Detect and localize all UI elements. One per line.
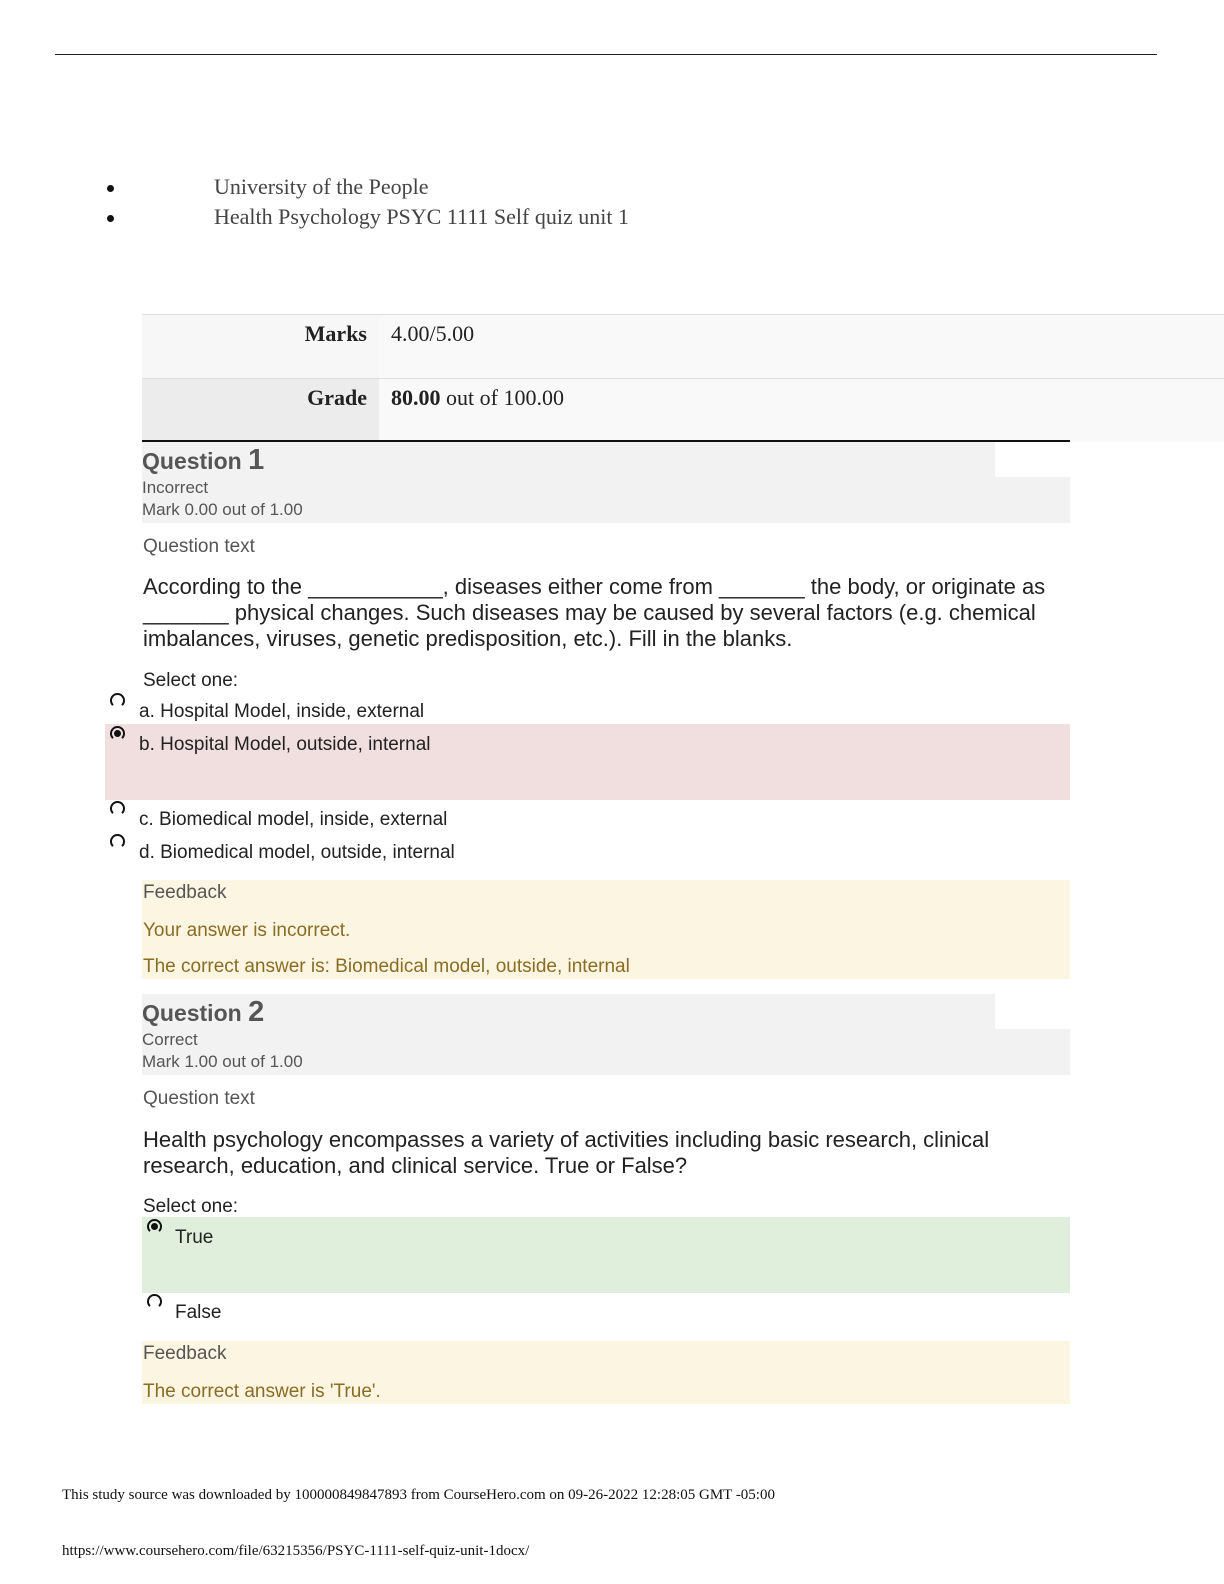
radio-icon[interactable] (110, 834, 125, 849)
question-text-label: Question text (143, 536, 255, 557)
feedback-result: Your answer is incorrect. (143, 920, 351, 941)
answer-option-true[interactable]: True (142, 1227, 1070, 1251)
source-url-link[interactable]: https://www.coursehero.com/file/63215356/PSYC-1111-self-quiz-unit-1docx/ (62, 1543, 530, 1559)
question-2-header (142, 994, 1070, 1075)
breadcrumb-item-university[interactable]: University of the People (100, 172, 629, 202)
answer-option-a[interactable]: a. Hospital Model, inside, external (105, 701, 1070, 725)
marks-value: 4.00/5.00 (379, 315, 1224, 378)
question-mark: Mark 1.00 out of 1.00 (142, 1052, 303, 1071)
marks-row (142, 314, 1224, 378)
question-1-text: According to the ___________, diseases either come from _______ the body, or originate as _______ physical changes. Such diseases may be caused by several factors (e.g. chemical imbalances, viruses, genetic predisposition, etc.). Fill in the blanks. (143, 574, 1046, 651)
question-title: Question 2 (142, 994, 995, 1029)
question-2-feedback (142, 1341, 1070, 1404)
download-notice: This study source was downloaded by 100000849847893 from CourseHero.com on 09-26-2022 12:28:05 GMT -05:00 (62, 1487, 775, 1503)
answer-option-c[interactable]: c. Biomedical model, inside, external (105, 809, 1070, 833)
grade-total: out of 100.00 (440, 385, 564, 410)
radio-icon[interactable] (110, 693, 125, 708)
feedback-correct-answer: The correct answer is: Biomedical model, outside, internal (143, 956, 630, 977)
answer-option-b[interactable]: b. Hospital Model, outside, internal (105, 734, 1070, 758)
quiz-summary-table (142, 314, 1224, 442)
question-text-label: Question text (143, 1088, 255, 1109)
feedback-correct-answer: The correct answer is 'True'. (143, 1381, 381, 1402)
radio-checked-icon[interactable] (147, 1219, 162, 1234)
question-state-box (142, 477, 1070, 523)
radio-icon[interactable] (147, 1294, 162, 1309)
top-rule (55, 54, 1157, 55)
question-state: Correct (142, 1030, 198, 1049)
bullet-icon (107, 215, 114, 222)
select-one-label: Select one: (143, 670, 239, 691)
grade-score: 80.00 (391, 385, 441, 410)
answer-option-false[interactable]: False (142, 1302, 1070, 1326)
grade-value (379, 379, 1224, 442)
grade-row (142, 378, 1224, 442)
question-title: Question 1 (142, 442, 995, 477)
select-one-label: Select one: (143, 1196, 239, 1217)
question-mark: Mark 0.00 out of 1.00 (142, 500, 303, 519)
breadcrumb-item-course[interactable]: Health Psychology PSYC 1111 Self quiz unit 1 (100, 202, 629, 232)
breadcrumb (100, 172, 629, 232)
question-state: Incorrect (142, 478, 209, 497)
question-1-header (142, 442, 1070, 523)
bullet-icon (107, 185, 114, 192)
question-2-text: Health psychology encompasses a variety of activities including basic research, clinical research, education, and clinical service. True or False? (143, 1127, 990, 1178)
question-number: 2 (248, 996, 265, 1028)
radio-checked-icon[interactable] (110, 726, 125, 741)
answer-option-d[interactable]: d. Biomedical model, outside, internal (105, 842, 1070, 866)
feedback-title: Feedback (143, 1343, 227, 1364)
question-number: 1 (248, 444, 265, 476)
question-1-feedback (142, 880, 1070, 979)
marks-label: Marks (142, 315, 379, 378)
grade-label: Grade (142, 379, 379, 442)
radio-icon[interactable] (110, 801, 125, 816)
feedback-title: Feedback (143, 882, 227, 903)
question-state-box (142, 1029, 1070, 1075)
